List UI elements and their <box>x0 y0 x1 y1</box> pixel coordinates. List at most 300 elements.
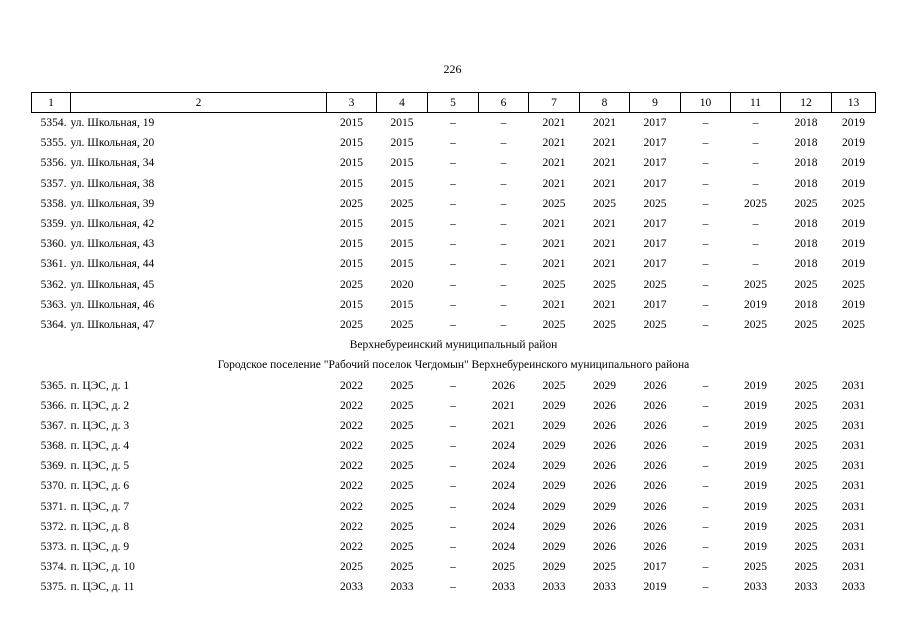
year-cell: – <box>752 258 759 271</box>
year-cell: 2015 <box>390 157 414 170</box>
year-cell: 2033 <box>492 581 515 594</box>
year-cell: – <box>450 399 456 412</box>
year-cell: 2025 <box>542 278 566 291</box>
year-cell: 2031 <box>842 561 865 574</box>
year-cell: 2025 <box>593 318 616 331</box>
year-cell: 2025 <box>744 561 767 574</box>
row-number: 5358. <box>40 197 67 210</box>
address-cell: п. ЦЭС, д. 4 <box>70 440 130 453</box>
year-cell: 2022 <box>340 379 363 392</box>
year-cell: 2031 <box>842 399 865 412</box>
year-cell: 2024 <box>492 520 515 533</box>
year-cell: 2025 <box>643 278 667 291</box>
year-cell: – <box>450 581 456 594</box>
table-row <box>32 113 876 134</box>
year-cell: 2015 <box>340 157 363 170</box>
address-cell: ул. Школьная, 42 <box>70 218 155 231</box>
row-number: 5374. <box>40 561 67 574</box>
year-cell: – <box>450 480 456 493</box>
year-cell: – <box>702 238 709 251</box>
year-cell: 2033 <box>593 581 616 594</box>
year-cell: 2025 <box>593 197 616 210</box>
table-row <box>32 537 876 557</box>
address-cell: ул. Школьная, 38 <box>70 177 155 190</box>
table-row <box>32 133 876 153</box>
row-number: 5355. <box>40 137 67 150</box>
year-cell: 2017 <box>643 177 667 190</box>
column-header: 12 <box>781 93 832 113</box>
year-cell: – <box>500 278 507 291</box>
address-cell: ул. Школьная, 34 <box>70 157 155 170</box>
year-cell: – <box>450 177 456 190</box>
year-cell: 2029 <box>542 399 566 412</box>
address-cell: п. ЦЭС, д. 9 <box>70 541 130 554</box>
year-cell: 2021 <box>542 137 566 150</box>
year-cell: 2015 <box>340 298 363 311</box>
year-cell: 2033 <box>842 581 865 594</box>
year-cell: – <box>450 117 456 130</box>
column-header: 1 <box>32 93 71 113</box>
address-cell: ул. Школьная, 45 <box>70 278 155 291</box>
address-cell: ул. Школьная, 39 <box>70 197 155 210</box>
year-cell: 2025 <box>643 197 667 210</box>
table-row <box>32 577 876 597</box>
year-cell: 2017 <box>643 238 667 251</box>
year-cell: 2025 <box>794 399 818 412</box>
address-cell: ул. Школьная, 20 <box>70 137 155 150</box>
year-cell: 2021 <box>593 298 616 311</box>
year-cell: 2019 <box>842 137 865 150</box>
year-cell: 2017 <box>643 561 667 574</box>
address-cell: п. ЦЭС, д. 6 <box>70 480 130 493</box>
year-cell: – <box>752 177 759 190</box>
address-cell: ул. Школьная, 44 <box>70 258 155 271</box>
year-cell: 2019 <box>842 117 865 130</box>
year-cell: – <box>752 218 759 231</box>
row-number: 5359. <box>40 218 67 231</box>
year-cell: 2024 <box>492 541 515 554</box>
year-cell: 2019 <box>842 177 865 190</box>
year-cell: – <box>450 197 456 210</box>
table-row <box>32 375 876 395</box>
address-cell: п. ЦЭС, д. 8 <box>70 520 130 533</box>
year-cell: 2033 <box>744 581 767 594</box>
year-cell: 2025 <box>390 520 414 533</box>
row-number: 5357. <box>40 177 67 190</box>
table-row <box>32 275 876 295</box>
year-cell: 2025 <box>842 318 865 331</box>
year-cell: 2015 <box>390 117 414 130</box>
year-cell: 2021 <box>593 258 616 271</box>
table-row <box>32 557 876 577</box>
year-cell: 2025 <box>390 500 414 513</box>
column-header: 6 <box>479 93 529 113</box>
year-cell: 2019 <box>744 298 767 311</box>
year-cell: – <box>450 440 456 453</box>
column-header: 2 <box>71 93 327 113</box>
year-cell: 2029 <box>593 379 616 392</box>
table-body-school-street <box>32 113 876 336</box>
year-cell: – <box>500 137 507 150</box>
address-cell: п. ЦЭС, д. 2 <box>70 399 130 412</box>
year-cell: 2018 <box>794 137 818 150</box>
year-cell: – <box>500 157 507 170</box>
year-cell: 2021 <box>542 238 566 251</box>
year-cell: – <box>450 379 456 392</box>
year-cell: 2025 <box>794 419 818 432</box>
year-cell: 2021 <box>593 137 616 150</box>
table-row <box>32 456 876 476</box>
column-header: 11 <box>731 93 781 113</box>
year-cell: 2021 <box>593 238 616 251</box>
year-cell: 2021 <box>542 117 566 130</box>
year-cell: 2031 <box>842 440 865 453</box>
year-cell: 2015 <box>390 258 414 271</box>
year-cell: – <box>450 278 456 291</box>
row-number: 5366. <box>40 399 67 412</box>
year-cell: 2024 <box>492 480 515 493</box>
address-cell: ул. Школьная, 46 <box>70 298 155 311</box>
year-cell: – <box>450 157 456 170</box>
year-cell: 2025 <box>390 480 414 493</box>
year-cell: 2026 <box>643 379 667 392</box>
table-row <box>32 517 876 537</box>
year-cell: 2029 <box>542 480 566 493</box>
year-cell: 2025 <box>794 379 818 392</box>
year-cell: 2017 <box>643 218 667 231</box>
address-cell: п. ЦЭС, д. 5 <box>70 460 130 473</box>
year-cell: 2031 <box>842 460 865 473</box>
year-cell: – <box>702 460 709 473</box>
year-cell: 2019 <box>842 157 865 170</box>
year-cell: 2026 <box>593 480 616 493</box>
table-row <box>32 416 876 436</box>
year-cell: 2015 <box>340 258 363 271</box>
table-row <box>32 315 876 335</box>
year-cell: 2025 <box>794 500 818 513</box>
year-cell: 2021 <box>593 117 616 130</box>
row-number: 5362. <box>40 278 67 291</box>
year-cell: 2022 <box>340 480 363 493</box>
year-cell: 2026 <box>643 480 667 493</box>
year-cell: 2025 <box>794 318 818 331</box>
year-cell: – <box>500 238 507 251</box>
year-cell: 2025 <box>794 278 818 291</box>
year-cell: – <box>500 318 507 331</box>
year-cell: 2026 <box>643 419 667 432</box>
year-cell: – <box>702 480 709 493</box>
year-cell: 2018 <box>794 298 818 311</box>
year-cell: 2021 <box>492 419 515 432</box>
address-cell: п. ЦЭС, д. 11 <box>70 581 135 594</box>
year-cell: 2029 <box>542 520 566 533</box>
year-cell: 2024 <box>492 460 515 473</box>
year-cell: 2025 <box>744 278 767 291</box>
year-cell: 2025 <box>390 419 414 432</box>
year-cell: 2019 <box>842 298 865 311</box>
year-cell: 2026 <box>643 399 667 412</box>
year-cell: 2033 <box>794 581 818 594</box>
year-cell: 2019 <box>744 520 767 533</box>
year-cell: – <box>500 218 507 231</box>
year-cell: – <box>702 218 709 231</box>
year-cell: – <box>450 218 456 231</box>
year-cell: 2025 <box>390 440 414 453</box>
row-number: 5371. <box>40 500 67 513</box>
year-cell: – <box>702 177 709 190</box>
year-cell: 2025 <box>390 318 414 331</box>
row-number: 5375. <box>40 581 67 594</box>
year-cell: 2015 <box>390 177 414 190</box>
year-cell: 2021 <box>492 399 515 412</box>
year-cell: – <box>702 197 709 210</box>
address-cell: п. ЦЭС, д. 7 <box>70 500 130 513</box>
year-cell: 2025 <box>794 460 818 473</box>
year-cell: 2015 <box>390 137 414 150</box>
row-number: 5372. <box>40 520 67 533</box>
year-cell: 2015 <box>340 117 363 130</box>
year-cell: 2022 <box>340 500 363 513</box>
year-cell: 2029 <box>542 460 566 473</box>
year-cell: – <box>450 460 456 473</box>
address-cell: п. ЦЭС, д. 10 <box>70 561 135 574</box>
row-number: 5363. <box>40 298 67 311</box>
year-cell: 2025 <box>542 318 566 331</box>
year-cell: 2026 <box>593 419 616 432</box>
year-cell: 2031 <box>842 500 865 513</box>
year-cell: – <box>702 278 709 291</box>
year-cell: 2033 <box>542 581 566 594</box>
year-cell: 2015 <box>390 218 414 231</box>
year-cell: 2015 <box>340 137 363 150</box>
year-cell: 2025 <box>794 561 818 574</box>
year-cell: 2019 <box>744 419 767 432</box>
row-number: 5365. <box>40 379 67 392</box>
column-header: 7 <box>529 93 580 113</box>
year-cell: – <box>450 500 456 513</box>
year-cell: 2025 <box>340 278 363 291</box>
address-cell: ул. Школьная, 47 <box>70 318 155 331</box>
row-number: 5354. <box>40 117 67 130</box>
row-number: 5368. <box>40 440 67 453</box>
address-cell: п. ЦЭС, д. 3 <box>70 419 130 432</box>
year-cell: 2019 <box>842 238 865 251</box>
table-row <box>32 214 876 234</box>
year-cell: 2026 <box>643 500 667 513</box>
year-cell: 2025 <box>794 197 818 210</box>
year-cell: 2026 <box>593 440 616 453</box>
year-cell: 2025 <box>390 561 414 574</box>
year-cell: 2025 <box>593 278 616 291</box>
year-cell: – <box>702 318 709 331</box>
column-header: 4 <box>377 93 428 113</box>
row-number: 5367. <box>40 419 67 432</box>
year-cell: – <box>702 561 709 574</box>
year-cell: 2026 <box>492 379 515 392</box>
column-header: 3 <box>327 93 377 113</box>
year-cell: – <box>450 137 456 150</box>
year-cell: 2018 <box>794 238 818 251</box>
year-cell: 2029 <box>593 500 616 513</box>
table-row <box>32 254 876 274</box>
year-cell: 2029 <box>542 440 566 453</box>
section-settlement-title: Городское поселение "Рабочий поселок Чегдомын" Верхнебуреинского муниципального района <box>217 359 690 372</box>
housing-table <box>31 92 876 598</box>
year-cell: 2021 <box>593 157 616 170</box>
year-cell: 2025 <box>340 561 363 574</box>
row-number: 5370. <box>40 480 67 493</box>
table-row <box>32 436 876 456</box>
year-cell: – <box>702 440 709 453</box>
year-cell: – <box>500 258 507 271</box>
table-row <box>32 194 876 214</box>
year-cell: 2019 <box>744 399 767 412</box>
year-cell: 2031 <box>842 480 865 493</box>
year-cell: 2017 <box>643 157 667 170</box>
year-cell: 2024 <box>492 440 515 453</box>
year-cell: 2029 <box>542 500 566 513</box>
year-cell: 2021 <box>542 218 566 231</box>
year-cell: 2018 <box>794 177 818 190</box>
year-cell: 2015 <box>390 298 414 311</box>
year-cell: – <box>500 177 507 190</box>
year-cell: 2026 <box>593 460 616 473</box>
year-cell: 2026 <box>593 520 616 533</box>
year-cell: 2017 <box>643 137 667 150</box>
section-row <box>32 335 876 355</box>
year-cell: 2017 <box>643 117 667 130</box>
year-cell: – <box>702 581 709 594</box>
year-cell: 2019 <box>744 541 767 554</box>
table-body-tses <box>32 375 876 597</box>
year-cell: 2026 <box>643 541 667 554</box>
column-header: 5 <box>428 93 479 113</box>
year-cell: – <box>752 238 759 251</box>
year-cell: – <box>500 197 507 210</box>
year-cell: 2021 <box>542 177 566 190</box>
row-number: 5364. <box>40 318 67 331</box>
address-cell: п. ЦЭС, д. 1 <box>70 379 130 392</box>
row-number: 5360. <box>40 238 67 251</box>
year-cell: – <box>702 117 709 130</box>
year-cell: 2025 <box>593 561 616 574</box>
year-cell: 2029 <box>542 541 566 554</box>
table-row <box>32 497 876 517</box>
year-cell: 2021 <box>593 177 616 190</box>
year-cell: 2025 <box>842 278 865 291</box>
year-cell: – <box>702 298 709 311</box>
column-header: 10 <box>681 93 731 113</box>
year-cell: – <box>702 258 709 271</box>
year-cell: 2022 <box>340 460 363 473</box>
year-cell: 2021 <box>542 157 566 170</box>
year-cell: – <box>752 117 759 130</box>
year-cell: 2033 <box>340 581 363 594</box>
year-cell: 2015 <box>340 238 363 251</box>
year-cell: 2025 <box>744 197 767 210</box>
table-row <box>32 174 876 194</box>
year-cell: – <box>450 318 456 331</box>
table-row <box>32 234 876 254</box>
year-cell: – <box>752 137 759 150</box>
year-cell: – <box>450 238 456 251</box>
year-cell: 2031 <box>842 419 865 432</box>
section-row <box>32 355 876 375</box>
year-cell: 2018 <box>794 157 818 170</box>
year-cell: 2025 <box>842 197 865 210</box>
address-cell: ул. Школьная, 43 <box>70 238 155 251</box>
year-cell: – <box>702 520 709 533</box>
year-cell: 2025 <box>542 379 566 392</box>
column-header: 13 <box>832 93 876 113</box>
year-cell: 2024 <box>492 500 515 513</box>
page-number: 226 <box>443 62 462 76</box>
year-cell: 2025 <box>542 197 566 210</box>
year-cell: 2026 <box>593 399 616 412</box>
year-cell: – <box>702 419 709 432</box>
row-number: 5356. <box>40 157 67 170</box>
address-cell: ул. Школьная, 19 <box>70 117 155 130</box>
column-header-row <box>32 93 876 113</box>
year-cell: 2019 <box>744 379 767 392</box>
year-cell: 2025 <box>794 541 818 554</box>
year-cell: 2017 <box>643 258 667 271</box>
year-cell: 2019 <box>643 581 667 594</box>
year-cell: 2021 <box>542 298 566 311</box>
year-cell: 2025 <box>390 541 414 554</box>
year-cell: 2022 <box>340 520 363 533</box>
year-cell: 2019 <box>842 258 865 271</box>
year-cell: 2022 <box>340 440 363 453</box>
row-number: 5373. <box>40 541 67 554</box>
year-cell: 2025 <box>794 480 818 493</box>
year-cell: – <box>450 520 456 533</box>
year-cell: – <box>500 298 507 311</box>
year-cell: 2025 <box>390 379 414 392</box>
year-cell: – <box>752 157 759 170</box>
year-cell: 2015 <box>340 177 363 190</box>
year-cell: 2017 <box>643 298 667 311</box>
table-row <box>32 396 876 416</box>
year-cell: 2022 <box>340 399 363 412</box>
row-number: 5369. <box>40 460 67 473</box>
year-cell: 2025 <box>390 399 414 412</box>
year-cell: – <box>450 258 456 271</box>
year-cell: 2029 <box>542 561 566 574</box>
table-row <box>32 153 876 173</box>
year-cell: 2025 <box>643 318 667 331</box>
year-cell: 2025 <box>390 197 414 210</box>
table-row <box>32 295 876 315</box>
year-cell: – <box>702 399 709 412</box>
year-cell: – <box>702 500 709 513</box>
year-cell: 2020 <box>390 278 414 291</box>
year-cell: 2019 <box>744 500 767 513</box>
year-cell: 2019 <box>744 460 767 473</box>
year-cell: – <box>450 298 456 311</box>
year-cell: 2031 <box>842 520 865 533</box>
year-cell: 2026 <box>643 440 667 453</box>
year-cell: 2033 <box>390 581 414 594</box>
year-cell: 2018 <box>794 258 818 271</box>
section-headings <box>32 335 876 375</box>
year-cell: – <box>702 379 709 392</box>
year-cell: 2025 <box>492 561 515 574</box>
year-cell: 2019 <box>744 440 767 453</box>
year-cell: 2015 <box>390 238 414 251</box>
year-cell: 2022 <box>340 541 363 554</box>
year-cell: – <box>702 157 709 170</box>
